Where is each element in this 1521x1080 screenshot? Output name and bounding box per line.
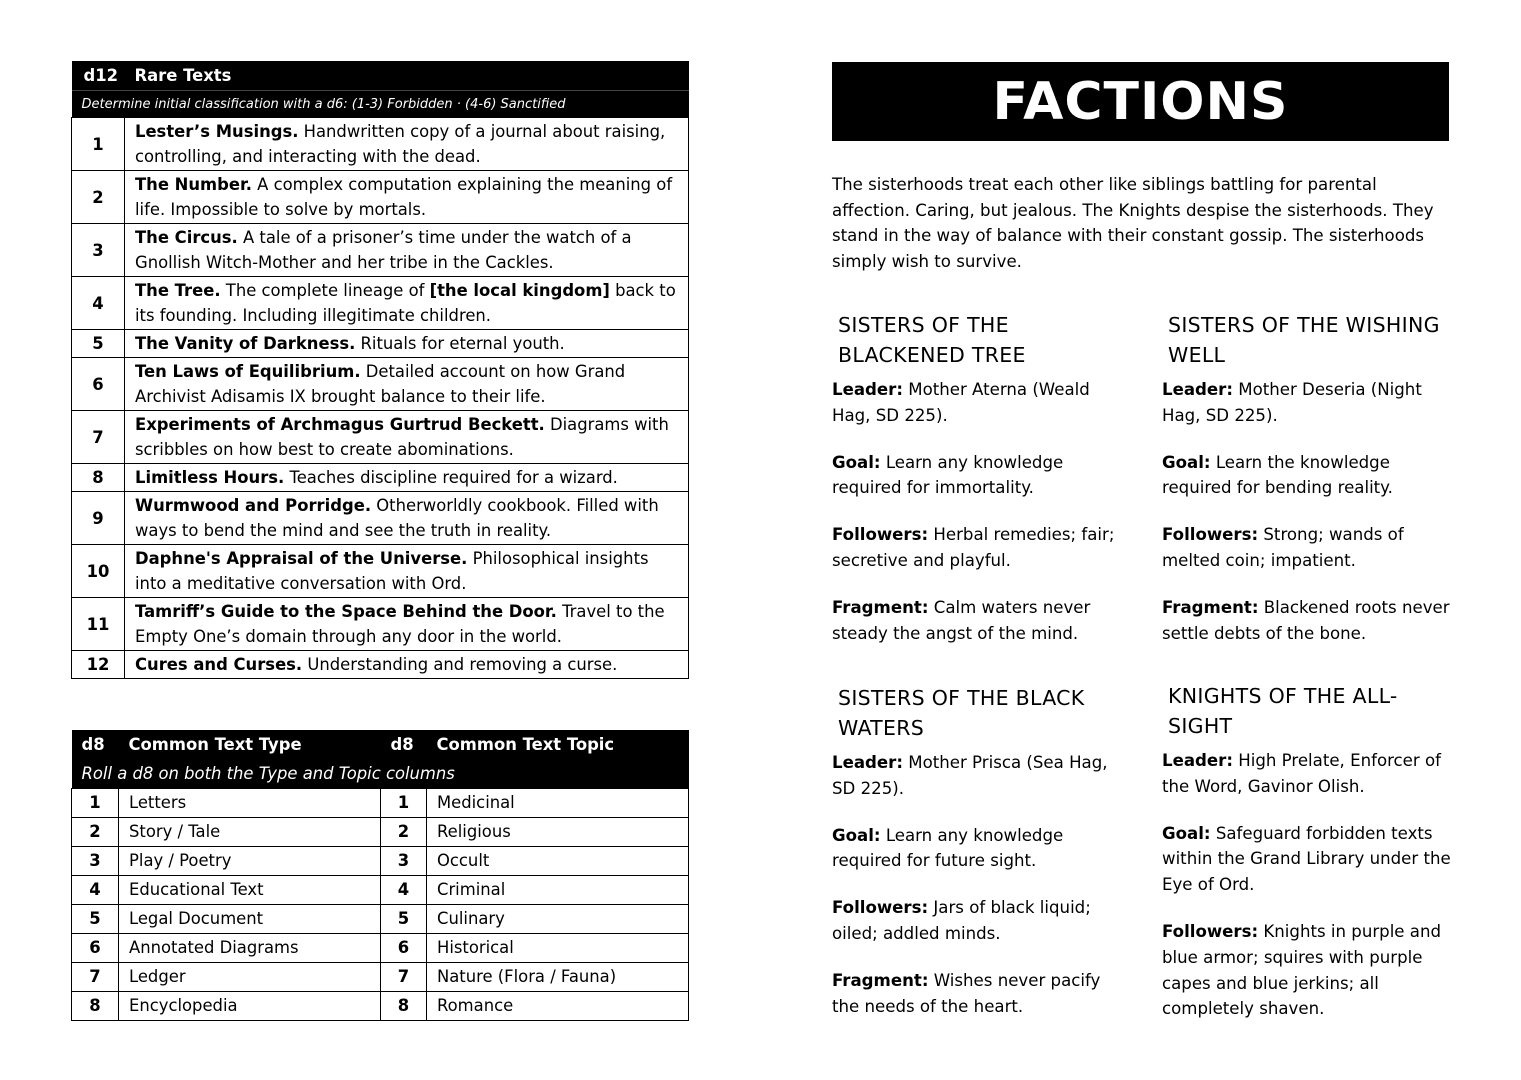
- faction-followers: [1162, 919, 1452, 1022]
- table-row: [72, 847, 689, 876]
- rare-texts-title: Rare Texts: [125, 61, 689, 91]
- faction-followers: [832, 895, 1132, 947]
- common-texts-subtitle: Roll a d8 on both the Type and Topic columns: [72, 760, 689, 789]
- roll-number: 7: [72, 963, 119, 992]
- common-type-title: Common Text Type: [119, 730, 381, 760]
- table-row: [72, 464, 689, 492]
- table-row: [72, 411, 689, 464]
- rare-text-desc: The complete lineage of: [220, 281, 430, 300]
- faction-fragment: [1162, 595, 1452, 647]
- roll-number: 3: [72, 847, 119, 876]
- faction-blackened-tree: [832, 310, 1132, 667]
- roll-number: 11: [72, 598, 125, 651]
- roll-number: 8: [72, 992, 119, 1021]
- table-row: [72, 492, 689, 545]
- common-type-die: d8: [72, 730, 119, 760]
- rare-text-desc: Philosophical insights into a meditative conversation with Ord.: [135, 549, 649, 593]
- roll-number: 2: [381, 818, 427, 847]
- faction-goal: [832, 823, 1132, 875]
- rare-text-desc: Otherworldly cookbook. Filled with ways to bend the mind and see the truth in reality.: [135, 496, 659, 540]
- table-row: [72, 358, 689, 411]
- faction-black-waters: [832, 683, 1132, 1040]
- fragment-value: Calm waters never steady the angst of the mind.: [832, 597, 1091, 643]
- faction-fragment: [832, 968, 1132, 1020]
- goal-value: Learn the knowledge required for bending reality.: [1162, 452, 1393, 498]
- faction-goal: [832, 450, 1132, 502]
- leader-label: Leader:: [832, 380, 903, 399]
- fragment-label: Fragment:: [832, 597, 929, 617]
- followers-label: Followers:: [1162, 921, 1259, 941]
- common-texts-table: [71, 730, 689, 1021]
- text-type: Play / Poetry: [119, 847, 381, 876]
- followers-label: Followers:: [1162, 525, 1259, 545]
- text-topic: Nature (Flora / Fauna): [427, 963, 689, 992]
- faction-leader: [832, 377, 1132, 429]
- leader-label: Leader:: [1162, 380, 1233, 399]
- roll-number: 9: [72, 492, 125, 545]
- faction-name: KNIGHTS OF THE ALL-SIGHT: [1168, 684, 1398, 738]
- text-topic: Criminal: [427, 876, 689, 905]
- roll-number: 1: [72, 118, 125, 171]
- rare-text-entry: [125, 651, 689, 679]
- text-topic: Romance: [427, 992, 689, 1021]
- rare-text-desc: A complex computation explaining the meaning of life. Impossible to solve by mortals.: [135, 175, 673, 219]
- rare-text-name: Wurmwood and Porridge.: [135, 496, 372, 515]
- leader-value: High Prelate, Enforcer of the Word, Gavinor Olish.: [1162, 751, 1441, 796]
- rare-text-name: The Circus.: [135, 228, 238, 247]
- followers-value: Knights in purple and blue armor; squires with purple capes and blue jerkins; all completely shaven.: [1162, 921, 1442, 1019]
- text-type: Ledger: [119, 963, 381, 992]
- fragment-value: Wishes never pacify the needs of the heart.: [832, 970, 1101, 1016]
- faction-fragment: [832, 595, 1132, 647]
- faction-wishing-well: [1162, 310, 1452, 667]
- text-topic: Culinary: [427, 905, 689, 934]
- roll-number: 7: [381, 963, 427, 992]
- rare-text-name: Ten Laws of Equilibrium.: [135, 362, 361, 381]
- roll-number: 6: [381, 934, 427, 963]
- factions-intro: The sisterhoods treat each other like siblings battling for parental affection. Caring, but jealous. The Knights despise the sisterhoods. They stand in the way of balance with their constant gossip. The sisterhoods simply wish to survive.: [832, 175, 1434, 271]
- roll-number: 4: [72, 876, 119, 905]
- table-row: [72, 545, 689, 598]
- text-type: Letters: [119, 789, 381, 818]
- goal-label: Goal:: [1162, 452, 1211, 472]
- rare-text-entry: [125, 277, 689, 330]
- followers-value: Jars of black liquid; oiled; addled minds.: [832, 898, 1091, 943]
- faction-goal: [1162, 450, 1452, 502]
- rare-text-name: Tamriff’s Guide to the Space Behind the Door.: [135, 602, 557, 621]
- faction-name: SISTERS OF THE BLACKENED TREE: [838, 313, 1026, 367]
- rare-text-entry: [125, 118, 689, 171]
- roll-number: 10: [72, 545, 125, 598]
- rare-text-desc: A tale of a prisoner’s time under the watch of a Gnollish Witch-Mother and her tribe in the Cackles.: [135, 228, 632, 272]
- fragment-label: Fragment:: [1162, 597, 1259, 617]
- table-row: [72, 171, 689, 224]
- table-row: [72, 651, 689, 679]
- faction-name: SISTERS OF THE WISHING WELL: [1168, 313, 1440, 367]
- faction-followers: [832, 522, 1132, 574]
- text-type: Encyclopedia: [119, 992, 381, 1021]
- rare-text-name: The Tree.: [135, 281, 221, 300]
- rare-text-name: The Vanity of Darkness.: [135, 334, 356, 353]
- table-row: [72, 789, 689, 818]
- roll-number: 5: [72, 330, 125, 358]
- table-row: [72, 905, 689, 934]
- rare-text-desc: Teaches discipline required for a wizard.: [284, 468, 618, 487]
- rare-text-entry: [125, 358, 689, 411]
- rare-text-desc: Rituals for eternal youth.: [355, 334, 565, 353]
- roll-number: 4: [72, 277, 125, 330]
- common-texts-subtitle-row: [72, 760, 689, 789]
- rare-text-name: Daphne's Appraisal of the Universe.: [135, 549, 468, 568]
- faction-leader: [1162, 748, 1452, 800]
- faction-followers: [1162, 522, 1452, 574]
- rare-text-entry: [125, 545, 689, 598]
- goal-value: Safeguard forbidden texts within the Grand Library under the Eye of Ord.: [1162, 823, 1451, 895]
- goal-label: Goal:: [832, 825, 881, 845]
- rare-text-entry: [125, 411, 689, 464]
- roll-number: 6: [72, 358, 125, 411]
- roll-number: 4: [381, 876, 427, 905]
- roll-number: 6: [72, 934, 119, 963]
- rare-text-entry: [125, 330, 689, 358]
- text-topic: Occult: [427, 847, 689, 876]
- roll-number: 8: [72, 464, 125, 492]
- rare-text-desc: Handwritten copy of a journal about raising, controlling, and interacting with the dead.: [135, 122, 666, 166]
- goal-label: Goal:: [1162, 823, 1211, 843]
- rare-text-name: Cures and Curses.: [135, 655, 303, 674]
- followers-value: Herbal remedies; fair; secretive and playful.: [832, 525, 1115, 570]
- fragment-label: Fragment:: [832, 970, 929, 990]
- common-topic-title: Common Text Topic: [427, 730, 689, 760]
- roll-number: 5: [381, 905, 427, 934]
- leader-value: Mother Aterna (Weald Hag, SD 225).: [832, 380, 1090, 425]
- text-type: Annotated Diagrams: [119, 934, 381, 963]
- roll-number: 2: [72, 171, 125, 224]
- table-row: [72, 224, 689, 277]
- text-type: Legal Document: [119, 905, 381, 934]
- followers-label: Followers:: [832, 898, 929, 918]
- rare-text-entry: [125, 224, 689, 277]
- text-type: Educational Text: [119, 876, 381, 905]
- roll-number: 3: [381, 847, 427, 876]
- rare-texts-subtitle: Determine initial classification with a d6: (1-3) Forbidden · (4-6) Sanctified: [72, 91, 689, 118]
- roll-number: 5: [72, 905, 119, 934]
- rare-text-entry: [125, 598, 689, 651]
- faction-goal: [1162, 821, 1452, 898]
- rare-text-entry: [125, 171, 689, 224]
- table-row: [72, 992, 689, 1021]
- roll-number: 8: [381, 992, 427, 1021]
- rare-text-desc: Travel to the Empty One’s domain through any door in the world.: [135, 602, 665, 646]
- common-texts-header: [72, 730, 689, 760]
- text-topic: Historical: [427, 934, 689, 963]
- faction-knights-all-sight: [1162, 681, 1452, 1043]
- table-row: [72, 876, 689, 905]
- faction-leader: [1162, 377, 1452, 429]
- roll-number: 3: [72, 224, 125, 277]
- rare-text-entry: [125, 464, 689, 492]
- roll-number: 1: [72, 789, 119, 818]
- rare-texts-header: [72, 61, 689, 91]
- rare-text-desc: Understanding and removing a curse.: [302, 655, 618, 674]
- goal-value: Learn any knowledge required for future sight.: [832, 825, 1064, 871]
- table-row: [72, 118, 689, 171]
- text-topic: Religious: [427, 818, 689, 847]
- fragment-value: Blackened roots never settle debts of the bone.: [1162, 597, 1450, 643]
- rare-text-desc-bold: [the local kingdom]: [429, 281, 610, 300]
- text-type: Story / Tale: [119, 818, 381, 847]
- rare-text-name: Experiments of Archmagus Gurtrud Beckett.: [135, 415, 545, 434]
- table-row: [72, 818, 689, 847]
- faction-name: SISTERS OF THE BLACK WATERS: [838, 686, 1085, 740]
- rare-text-name: Lester’s Musings.: [135, 122, 299, 141]
- text-topic: Medicinal: [427, 789, 689, 818]
- rare-text-name: The Number.: [135, 175, 252, 194]
- roll-number: 2: [72, 818, 119, 847]
- rare-texts-subtitle-row: [72, 91, 689, 118]
- roll-number: 1: [381, 789, 427, 818]
- followers-value: Strong; wands of melted coin; impatient.: [1162, 525, 1404, 570]
- table-row: [72, 598, 689, 651]
- roll-number: 7: [72, 411, 125, 464]
- leader-value: Mother Deseria (Night Hag, SD 225).: [1162, 380, 1422, 425]
- rare-texts-table: [71, 61, 689, 679]
- leader-label: Leader:: [832, 753, 903, 772]
- goal-value: Learn any knowledge required for immortality.: [832, 452, 1064, 498]
- rare-text-desc: Detailed account on how Grand Archivist Adisamis IX brought balance to their life.: [135, 362, 626, 406]
- followers-label: Followers:: [832, 525, 929, 545]
- leader-label: Leader:: [1162, 751, 1233, 770]
- rare-texts-die: d12: [72, 61, 125, 91]
- factions-banner: [832, 62, 1449, 141]
- roll-number: 12: [72, 651, 125, 679]
- faction-leader: [832, 750, 1132, 802]
- rare-text-desc: Diagrams with scribbles on how best to create abominations.: [135, 415, 669, 459]
- table-row: [72, 934, 689, 963]
- rare-text-desc: back to its founding. Including illegitimate children.: [135, 281, 676, 325]
- common-topic-die: d8: [381, 730, 427, 760]
- rare-text-name: Limitless Hours.: [135, 468, 285, 487]
- table-row: [72, 330, 689, 358]
- goal-label: Goal:: [832, 452, 881, 472]
- rare-text-entry: [125, 492, 689, 545]
- table-row: [72, 963, 689, 992]
- table-row: [72, 277, 689, 330]
- leader-value: Mother Prisca (Sea Hag, SD 225).: [832, 753, 1108, 798]
- factions-title: FACTIONS: [992, 71, 1289, 132]
